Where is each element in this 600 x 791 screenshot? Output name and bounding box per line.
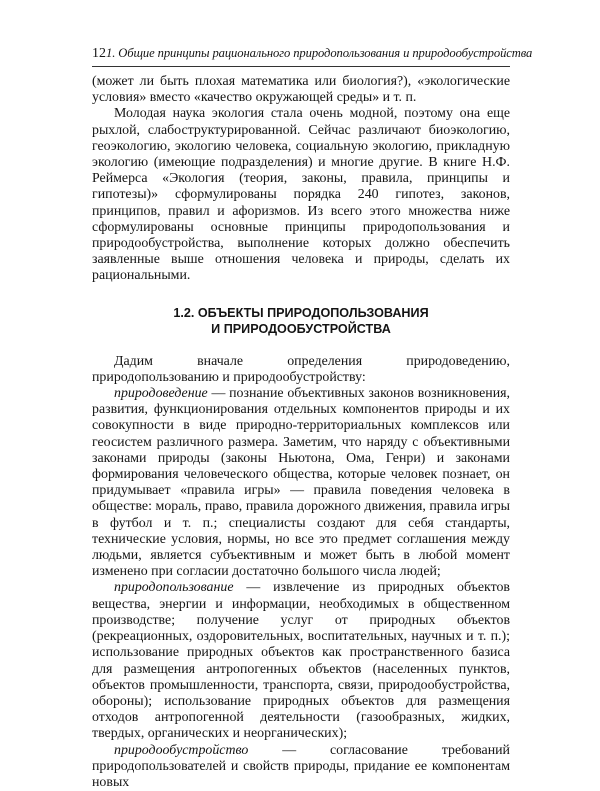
- definition-text: — согласование требований природопользователей и свойств природы, придание ее компонентам новых: [92, 742, 510, 790]
- definition-text: — познание объективных законов возникновения, развития, функционирования отдельных компонентов природы и их совокупности в виде природно-территориальных комплексов или геосистем различного размера. Заметим, что наряду с объективными законами природы (законы Ньютона, Ома, Генри) и законами формирования человеческого общества, которые человек познает, он придумывает «правила игры» — правила поведения человека в обществе: мораль, право, правила дорожного движения, правила игры в футбол и т. п.; специалисты создают для себя стандарты, технические условия, нормы, но все это предмет соглашения между людьми, является субъективным и может быть в любой момент изменено при согласии достаточно большого числа людей;: [92, 386, 510, 580]
- page-body: [92, 74, 510, 791]
- definition-term: природоведение: [114, 386, 208, 402]
- section-heading: [92, 305, 510, 337]
- running-title: 1. Общие принципы рационального природопользования и природообустройства: [106, 46, 533, 60]
- definitions-intro: Дадим вначале определения природоведению, природопользованию и природообустройству:: [92, 353, 510, 385]
- definition-text: — извлечение из природных объектов вещества, энергии и информации, необходимых в общественном производстве; получение услуг от природных объектов (рекреационных, оздоровительных, воспитательных, научных и т. п.); использование природных объектов как пространственного базиса для размещения антропогенных объектов (населенных пунктов, объектов промышленности, транспорта, связи, природообустройства, обороны); использование природных объектов для размещения отходов антропогенной деятельности (газообразных, жидких, твердых, органических и неорганических);: [92, 580, 510, 742]
- paragraph: (может ли быть плохая математика или биология?), «экологические условия» вместо «качество окружающей среды» и т. п.: [92, 74, 510, 106]
- definition-term: природообустройство: [114, 742, 249, 758]
- definition-item: [92, 580, 510, 742]
- page-number: 12: [92, 46, 106, 61]
- definition-item: [92, 386, 510, 580]
- section-heading-line: 1.2. ОБЪЕКТЫ ПРИРОДОПОЛЬЗОВАНИЯ: [173, 305, 429, 320]
- definition-term: природопользование: [114, 580, 234, 596]
- section-heading-line: И ПРИРОДООБУСТРОЙСТВА: [211, 321, 391, 336]
- running-header: [92, 46, 533, 67]
- paragraph: Молодая наука экология стала очень модной, поэтому она еще рыхлой, слабоструктурированной. Сейчас различают биоэкологию, геоэкологию, экологию человека, социальную экологию, прикладную экологию (имеющие подразделения) и многие другие. В книге Н.Ф. Реймерса «Экология (теория, законы, правила, принципы и гипотезы)» сформулированы порядка 240 гипотез, законов, принципов, правил и афоризмов. Из всего этого множества ниже сформулированы основные принципы природопользования и природообустройства, выполнение которых должно обеспечить заявленные выше отношения человека и природы, сделать их рациональными.: [92, 106, 510, 284]
